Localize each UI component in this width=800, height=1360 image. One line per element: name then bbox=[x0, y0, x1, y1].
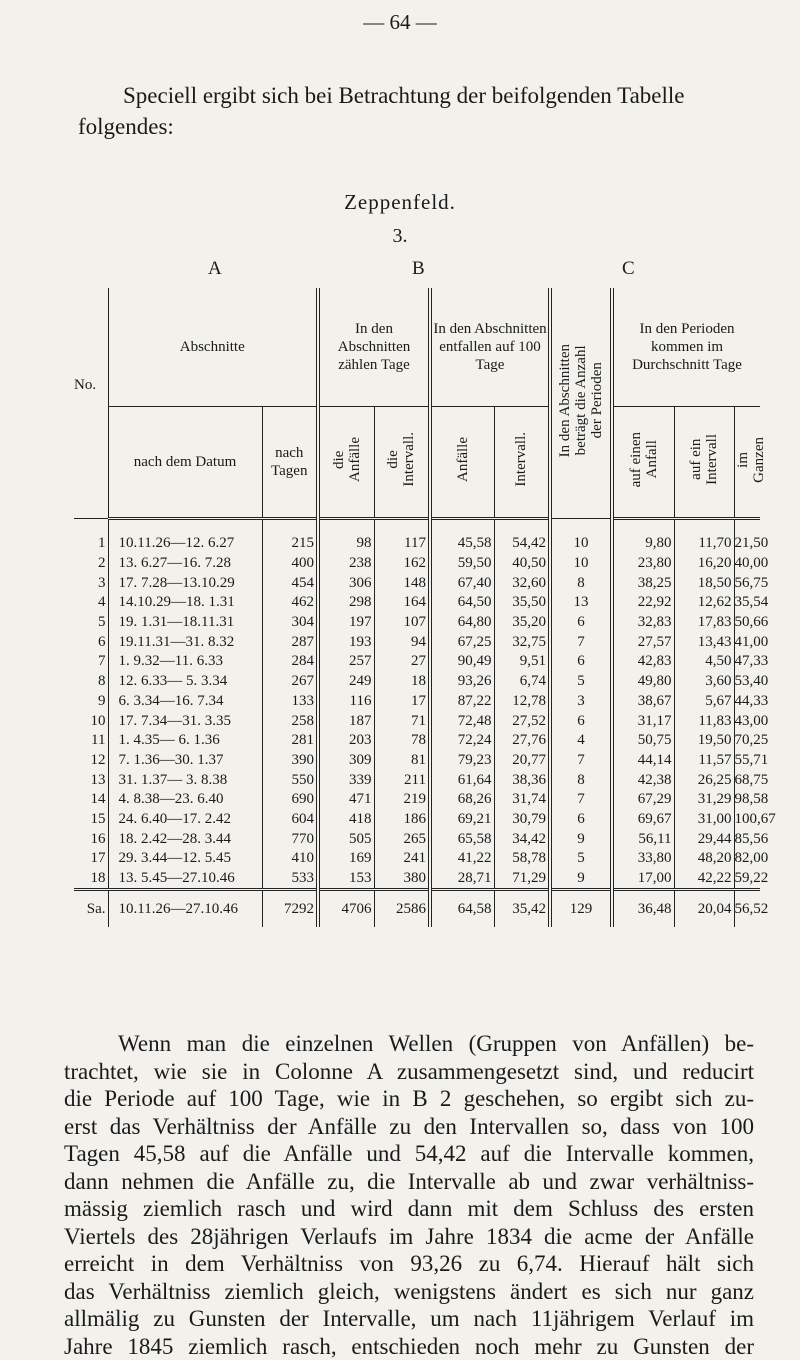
cell-tage: 533 bbox=[262, 869, 318, 890]
cell-no: 5 bbox=[74, 613, 108, 633]
cell-no: 15 bbox=[74, 810, 108, 830]
paragraph-line: die Periode auf 100 Tage, wie in B 2 geschehen, so ergibt sich zu- bbox=[64, 1085, 754, 1113]
paragraph-line: allmälig zu Gunsten der Intervalle, um nach 11jährigem Verlauf im bbox=[64, 1305, 754, 1333]
cell-perioden: 8 bbox=[550, 770, 612, 790]
cell-no: 4 bbox=[74, 593, 108, 613]
cell-datum: 10.11.26—27.10.46 bbox=[108, 890, 262, 928]
cell-pi: 31,00 bbox=[674, 810, 734, 830]
cell-pa: 67,29 bbox=[612, 790, 674, 810]
cell-tage: 462 bbox=[262, 593, 318, 613]
cell-tage: 258 bbox=[262, 711, 318, 731]
cell-pi: 19,50 bbox=[674, 731, 734, 751]
column-letter-a: A bbox=[208, 258, 222, 280]
cell-anf100: 67,25 bbox=[430, 632, 494, 652]
cell-perioden: 7 bbox=[550, 632, 612, 652]
table-body bbox=[74, 519, 760, 928]
cell-datum: 18. 2.42—28. 3.44 bbox=[108, 829, 262, 849]
header-datum: nach dem Datum bbox=[108, 407, 262, 519]
cell-int100: 31,74 bbox=[494, 790, 550, 810]
cell-int: 211 bbox=[374, 770, 430, 790]
sum-row bbox=[74, 890, 760, 928]
cell-tage: 604 bbox=[262, 810, 318, 830]
cell-pg: 82,00 bbox=[734, 849, 760, 869]
cell-tage: 215 bbox=[262, 519, 318, 554]
paragraph-line: Tagen 45,58 auf die Anfälle und 54,42 auf die Intervalle kommen, bbox=[64, 1140, 754, 1168]
cell-datum: 31. 1.37— 3. 8.38 bbox=[108, 770, 262, 790]
cell-int100: 32,60 bbox=[494, 573, 550, 593]
cell-int: 27 bbox=[374, 652, 430, 672]
header-zaehlen: In den Abschnitten zählen Tage bbox=[318, 288, 430, 407]
page-number: — 64 — bbox=[0, 10, 800, 35]
cell-datum: 12. 6.33— 5. 3.34 bbox=[108, 672, 262, 692]
table-row bbox=[74, 672, 760, 692]
cell-pg: 44,33 bbox=[734, 692, 760, 712]
cell-int100: 30,79 bbox=[494, 810, 550, 830]
column-letter-b: B bbox=[412, 258, 425, 280]
cell-int100: 35,50 bbox=[494, 593, 550, 613]
cell-no: 9 bbox=[74, 692, 108, 712]
cell-anf100: 41,22 bbox=[430, 849, 494, 869]
cell-anf100: 93,26 bbox=[430, 672, 494, 692]
table-row bbox=[74, 519, 760, 554]
cell-pg: 35,54 bbox=[734, 593, 760, 613]
cell-pg: 50,66 bbox=[734, 613, 760, 633]
cell-pi: 11,70 bbox=[674, 519, 734, 554]
cell-anf100: 59,50 bbox=[430, 554, 494, 574]
cell-int100: 12,78 bbox=[494, 692, 550, 712]
cell-int: 241 bbox=[374, 849, 430, 869]
cell-no: 8 bbox=[74, 672, 108, 692]
paragraph-line: erreicht in dem Verhältniss von 93,26 zu 6,74. Hierauf hält sich bbox=[64, 1250, 754, 1278]
cell-perioden: 4 bbox=[550, 731, 612, 751]
cell-pg: 55,71 bbox=[734, 751, 760, 771]
cell-pa: 42,38 bbox=[612, 770, 674, 790]
cell-pi: 48,20 bbox=[674, 849, 734, 869]
cell-int: 94 bbox=[374, 632, 430, 652]
cell-tage: 550 bbox=[262, 770, 318, 790]
table-row bbox=[74, 849, 760, 869]
header-intervall-e: Intervall. bbox=[494, 407, 550, 519]
cell-pi: 12,62 bbox=[674, 593, 734, 613]
cell-anf100: 64,80 bbox=[430, 613, 494, 633]
cell-pi: 11,57 bbox=[674, 751, 734, 771]
cell-int: 148 bbox=[374, 573, 430, 593]
cell-anf: 309 bbox=[318, 751, 374, 771]
cell-pa: 9,80 bbox=[612, 519, 674, 554]
table-row bbox=[74, 554, 760, 574]
cell-int: 107 bbox=[374, 613, 430, 633]
table-row bbox=[74, 770, 760, 790]
cell-perioden: 10 bbox=[550, 554, 612, 574]
column-letter-c: C bbox=[622, 258, 635, 280]
cell-int: 186 bbox=[374, 810, 430, 830]
cell-pa: 44,14 bbox=[612, 751, 674, 771]
paragraph-line: das Verhältniss ziemlich gleich, wenigstens ändert es sich nur ganz bbox=[64, 1278, 754, 1306]
cell-perioden: 9 bbox=[550, 869, 612, 890]
table-row bbox=[74, 869, 760, 890]
cell-pg: 47,33 bbox=[734, 652, 760, 672]
table-row bbox=[74, 692, 760, 712]
cell-tage: 454 bbox=[262, 573, 318, 593]
intro-line: folgendes: bbox=[78, 111, 748, 142]
cell-pg: 21,50 bbox=[734, 519, 760, 554]
cell-tage: 287 bbox=[262, 632, 318, 652]
cell-anf100: 72,24 bbox=[430, 731, 494, 751]
cell-pg: 41,00 bbox=[734, 632, 760, 652]
cell-datum: 4. 8.38—23. 6.40 bbox=[108, 790, 262, 810]
cell-int100: 6,74 bbox=[494, 672, 550, 692]
cell-perioden: 7 bbox=[550, 751, 612, 771]
cell-int: 164 bbox=[374, 593, 430, 613]
paragraph-line: mässig ziemlich rasch und wird dann mit dem Schluss des ersten bbox=[64, 1195, 754, 1223]
cell-int: 81 bbox=[374, 751, 430, 771]
table-row bbox=[74, 593, 760, 613]
cell-no: 3 bbox=[74, 573, 108, 593]
cell-anf: 505 bbox=[318, 829, 374, 849]
cell-pa: 56,11 bbox=[612, 829, 674, 849]
cell-int100: 38,36 bbox=[494, 770, 550, 790]
cell-anf: 418 bbox=[318, 810, 374, 830]
cell-tage: 267 bbox=[262, 672, 318, 692]
cell-pi: 13,43 bbox=[674, 632, 734, 652]
cell-pg: 85,56 bbox=[734, 829, 760, 849]
cell-tage: 410 bbox=[262, 849, 318, 869]
cell-anf: 298 bbox=[318, 593, 374, 613]
cell-pg: 100,67 bbox=[734, 810, 760, 830]
table-row bbox=[74, 613, 760, 633]
cell-anf100: 28,71 bbox=[430, 869, 494, 890]
cell-anf100: 68,26 bbox=[430, 790, 494, 810]
cell-int100: 32,75 bbox=[494, 632, 550, 652]
cell-anf: 471 bbox=[318, 790, 374, 810]
cell-no: 17 bbox=[74, 849, 108, 869]
cell-no: 16 bbox=[74, 829, 108, 849]
cell-int100: 35,20 bbox=[494, 613, 550, 633]
cell-pi: 4,50 bbox=[674, 652, 734, 672]
cell-anf100: 72,48 bbox=[430, 711, 494, 731]
cell-pi: 3,60 bbox=[674, 672, 734, 692]
cell-pa: 38,67 bbox=[612, 692, 674, 712]
cell-pg: 59,22 bbox=[734, 869, 760, 890]
cell-datum: 24. 6.40—17. 2.42 bbox=[108, 810, 262, 830]
cell-anf100: 64,58 bbox=[430, 890, 494, 928]
cell-int: 380 bbox=[374, 869, 430, 890]
cell-tage: 690 bbox=[262, 790, 318, 810]
table-row bbox=[74, 632, 760, 652]
cell-pa: 49,80 bbox=[612, 672, 674, 692]
cell-perioden: 3 bbox=[550, 692, 612, 712]
cell-int100: 58,78 bbox=[494, 849, 550, 869]
header-durchschnitt: In den Perioden kommen im Durchschnitt Tage bbox=[612, 288, 760, 407]
cell-anf: 153 bbox=[318, 869, 374, 890]
cell-int100: 20,77 bbox=[494, 751, 550, 771]
cell-datum: 1. 9.32—11. 6.33 bbox=[108, 652, 262, 672]
cell-perioden: 6 bbox=[550, 613, 612, 633]
cell-pa: 50,75 bbox=[612, 731, 674, 751]
intro-line: Speciell ergibt sich bei Betrachtung der beifolgenden Tabelle bbox=[78, 80, 748, 111]
table-row bbox=[74, 573, 760, 593]
paragraph-line: Jahre 1845 ziemlich rasch, entschieden noch mehr zu Gunsten der bbox=[64, 1333, 754, 1360]
cell-anf: 306 bbox=[318, 573, 374, 593]
cell-datum: 19.11.31—31. 8.32 bbox=[108, 632, 262, 652]
cell-pa: 33,80 bbox=[612, 849, 674, 869]
cell-int100: 27,76 bbox=[494, 731, 550, 751]
cell-perioden: 9 bbox=[550, 829, 612, 849]
cell-pa: 31,17 bbox=[612, 711, 674, 731]
cell-pi: 20,04 bbox=[674, 890, 734, 928]
cell-datum: 14.10.29—18. 1.31 bbox=[108, 593, 262, 613]
cell-perioden: 10 bbox=[550, 519, 612, 554]
body-paragraph bbox=[64, 1030, 754, 1360]
cell-int: 78 bbox=[374, 731, 430, 751]
cell-int: 17 bbox=[374, 692, 430, 712]
cell-no: 14 bbox=[74, 790, 108, 810]
cell-int: 265 bbox=[374, 829, 430, 849]
cell-perioden: 6 bbox=[550, 711, 612, 731]
cell-int: 71 bbox=[374, 711, 430, 731]
cell-pa: 23,80 bbox=[612, 554, 674, 574]
cell-no: 1 bbox=[74, 519, 108, 554]
cell-int: 2586 bbox=[374, 890, 430, 928]
cell-pi: 18,50 bbox=[674, 573, 734, 593]
cell-datum: 13. 6.27—16. 7.28 bbox=[108, 554, 262, 574]
cell-no: 12 bbox=[74, 751, 108, 771]
cell-int100: 27,52 bbox=[494, 711, 550, 731]
header-anzahl-perioden: In den Abschnitten beträgt die Anzahl der Perioden bbox=[550, 288, 612, 519]
cell-anf100: 64,50 bbox=[430, 593, 494, 613]
cell-anf100: 45,58 bbox=[430, 519, 494, 554]
table-row bbox=[74, 652, 760, 672]
cell-pi: 16,20 bbox=[674, 554, 734, 574]
cell-int: 219 bbox=[374, 790, 430, 810]
cell-pa: 38,25 bbox=[612, 573, 674, 593]
zeppenfeld-table bbox=[74, 288, 760, 927]
cell-pg: 56,52 bbox=[734, 890, 760, 928]
cell-anf100: 65,58 bbox=[430, 829, 494, 849]
cell-tage: 284 bbox=[262, 652, 318, 672]
intro-text bbox=[78, 80, 748, 142]
header-im-ganzen: im Ganzen bbox=[734, 407, 760, 519]
cell-pa: 17,00 bbox=[612, 869, 674, 890]
paragraph-line: dann nehmen die Anfälle zu, die Intervalle ab und zwar verhältniss- bbox=[64, 1168, 754, 1196]
cell-tage: 133 bbox=[262, 692, 318, 712]
cell-pa: 36,48 bbox=[612, 890, 674, 928]
cell-int: 162 bbox=[374, 554, 430, 574]
header-abschnitte: Abschnitte bbox=[108, 288, 318, 407]
cell-no: 6 bbox=[74, 632, 108, 652]
cell-datum: 17. 7.28—13.10.29 bbox=[108, 573, 262, 593]
paragraph-line: Wenn man die einzelnen Wellen (Gruppen von Anfällen) be- bbox=[64, 1030, 754, 1058]
cell-datum: 1. 4.35— 6. 1.36 bbox=[108, 731, 262, 751]
cell-anf100: 61,64 bbox=[430, 770, 494, 790]
cell-no: 2 bbox=[74, 554, 108, 574]
cell-anf100: 87,22 bbox=[430, 692, 494, 712]
data-table-wrapper bbox=[74, 288, 760, 927]
table-number: 3. bbox=[0, 225, 800, 248]
cell-int100: 54,42 bbox=[494, 519, 550, 554]
cell-datum: 13. 5.45—27.10.46 bbox=[108, 869, 262, 890]
cell-anf: 98 bbox=[318, 519, 374, 554]
header-anfaelle-e: Anfälle bbox=[430, 407, 494, 519]
cell-datum: 7. 1.36—30. 1.37 bbox=[108, 751, 262, 771]
cell-tage: 304 bbox=[262, 613, 318, 633]
cell-anf100: 90,49 bbox=[430, 652, 494, 672]
table-row bbox=[74, 751, 760, 771]
cell-pi: 29,44 bbox=[674, 829, 734, 849]
header-auf-intervall: auf ein Intervall bbox=[674, 407, 734, 519]
cell-pg: 53,40 bbox=[734, 672, 760, 692]
cell-pg: 43,00 bbox=[734, 711, 760, 731]
cell-anf: 187 bbox=[318, 711, 374, 731]
cell-pa: 69,67 bbox=[612, 810, 674, 830]
cell-int100: 71,29 bbox=[494, 869, 550, 890]
cell-perioden: 6 bbox=[550, 810, 612, 830]
cell-pa: 27,57 bbox=[612, 632, 674, 652]
cell-anf: 238 bbox=[318, 554, 374, 574]
header-intervall-z: die Intervall. bbox=[374, 407, 430, 519]
cell-no: Sa. bbox=[74, 890, 108, 928]
cell-perioden: 13 bbox=[550, 593, 612, 613]
cell-pi: 5,67 bbox=[674, 692, 734, 712]
location-title: Zeppenfeld. bbox=[0, 190, 800, 215]
cell-anf: 116 bbox=[318, 692, 374, 712]
cell-int100: 35,42 bbox=[494, 890, 550, 928]
cell-pg: 98,58 bbox=[734, 790, 760, 810]
header-entfallen: In den Abschnitten entfallen auf 100 Tage bbox=[430, 288, 550, 407]
cell-int: 117 bbox=[374, 519, 430, 554]
cell-datum: 17. 7.34—31. 3.35 bbox=[108, 711, 262, 731]
cell-tage: 7292 bbox=[262, 890, 318, 928]
cell-anf100: 67,40 bbox=[430, 573, 494, 593]
table-row bbox=[74, 790, 760, 810]
cell-no: 10 bbox=[74, 711, 108, 731]
header-auf-anfall: auf einen Anfall bbox=[612, 407, 674, 519]
cell-perioden: 5 bbox=[550, 849, 612, 869]
cell-int: 18 bbox=[374, 672, 430, 692]
cell-int100: 34,42 bbox=[494, 829, 550, 849]
cell-perioden: 7 bbox=[550, 790, 612, 810]
cell-anf: 203 bbox=[318, 731, 374, 751]
cell-no: 18 bbox=[74, 869, 108, 890]
cell-pg: 40,00 bbox=[734, 554, 760, 574]
cell-int100: 40,50 bbox=[494, 554, 550, 574]
cell-datum: 10.11.26—12. 6.27 bbox=[108, 519, 262, 554]
cell-datum: 6. 3.34—16. 7.34 bbox=[108, 692, 262, 712]
cell-anf: 339 bbox=[318, 770, 374, 790]
header-anfaelle-z: die Anfälle bbox=[318, 407, 374, 519]
cell-no: 7 bbox=[74, 652, 108, 672]
header-tagen: nach Tagen bbox=[262, 407, 318, 519]
cell-pg: 68,75 bbox=[734, 770, 760, 790]
cell-pi: 11,83 bbox=[674, 711, 734, 731]
table-row bbox=[74, 731, 760, 751]
cell-tage: 770 bbox=[262, 829, 318, 849]
cell-pi: 17,83 bbox=[674, 613, 734, 633]
paragraph-line: Viertels des 28jährigen Verlaufs im Jahre 1834 die acme der Anfälle bbox=[64, 1223, 754, 1251]
table-row bbox=[74, 711, 760, 731]
header-no: No. bbox=[74, 288, 108, 519]
cell-anf: 249 bbox=[318, 672, 374, 692]
cell-pg: 56,75 bbox=[734, 573, 760, 593]
cell-anf: 193 bbox=[318, 632, 374, 652]
cell-int100: 9,51 bbox=[494, 652, 550, 672]
cell-tage: 390 bbox=[262, 751, 318, 771]
cell-no: 13 bbox=[74, 770, 108, 790]
table-row bbox=[74, 810, 760, 830]
cell-anf: 197 bbox=[318, 613, 374, 633]
cell-pi: 26,25 bbox=[674, 770, 734, 790]
cell-perioden: 5 bbox=[550, 672, 612, 692]
cell-tage: 400 bbox=[262, 554, 318, 574]
cell-anf: 169 bbox=[318, 849, 374, 869]
cell-pa: 42,83 bbox=[612, 652, 674, 672]
cell-pi: 42,22 bbox=[674, 869, 734, 890]
cell-pa: 32,83 bbox=[612, 613, 674, 633]
cell-anf100: 69,21 bbox=[430, 810, 494, 830]
cell-perioden: 8 bbox=[550, 573, 612, 593]
cell-datum: 29. 3.44—12. 5.45 bbox=[108, 849, 262, 869]
cell-tage: 281 bbox=[262, 731, 318, 751]
cell-anf100: 79,23 bbox=[430, 751, 494, 771]
table-row bbox=[74, 829, 760, 849]
paragraph-line: trachtet, wie sie in Colonne A zusammengesetzt sind, und reducirt bbox=[64, 1058, 754, 1086]
cell-anf: 4706 bbox=[318, 890, 374, 928]
cell-perioden: 6 bbox=[550, 652, 612, 672]
cell-datum: 19. 1.31—18.11.31 bbox=[108, 613, 262, 633]
paragraph-line: erst das Verhältniss der Anfälle zu den Intervallen so, dass von 100 bbox=[64, 1113, 754, 1141]
cell-anf: 257 bbox=[318, 652, 374, 672]
cell-pg: 70,25 bbox=[734, 731, 760, 751]
cell-pa: 22,92 bbox=[612, 593, 674, 613]
cell-no: 11 bbox=[74, 731, 108, 751]
cell-perioden: 129 bbox=[550, 890, 612, 928]
cell-pi: 31,29 bbox=[674, 790, 734, 810]
